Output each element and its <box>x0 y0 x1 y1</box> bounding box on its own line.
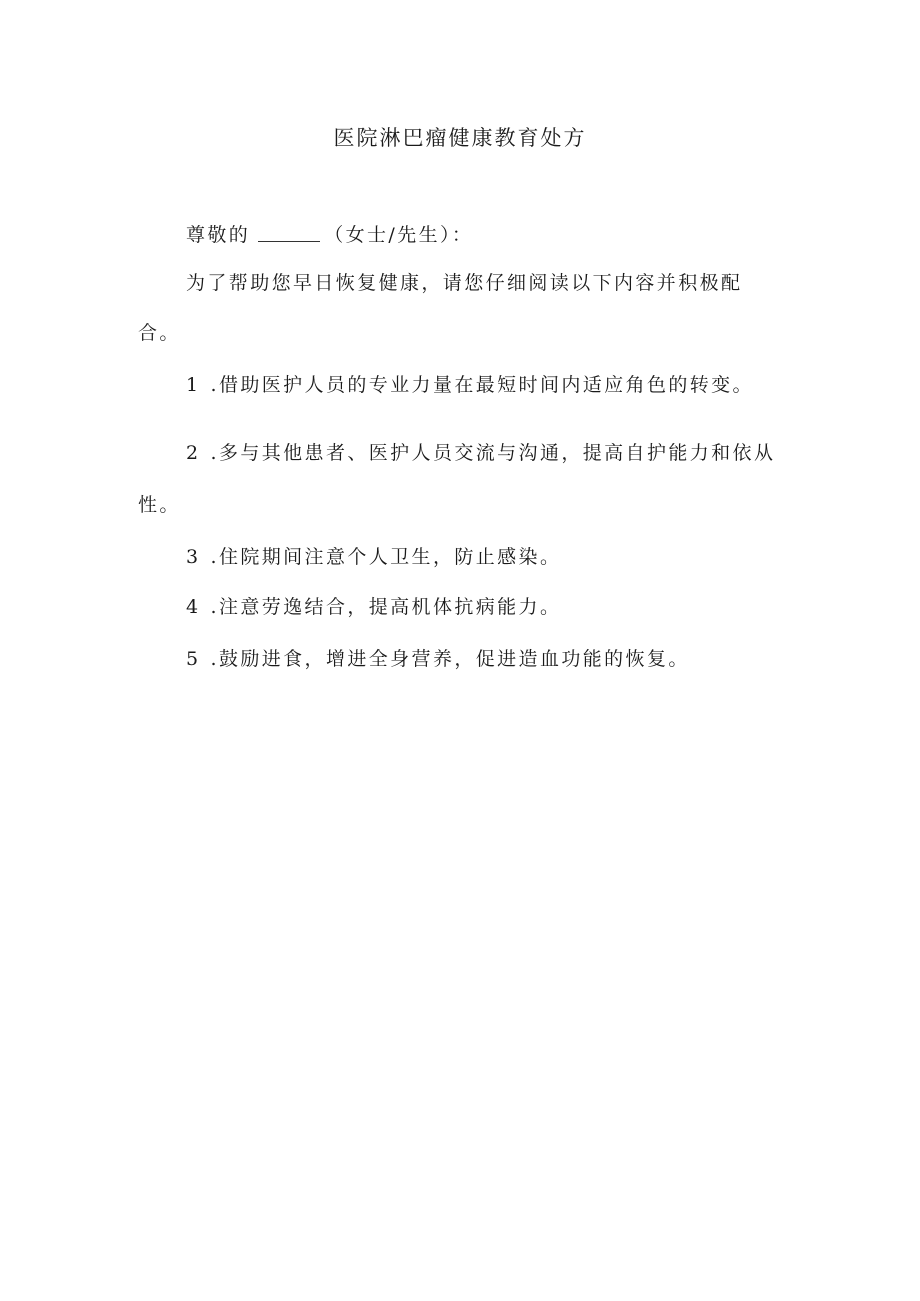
item-text: .鼓励进食，增进全身营养，促进造血功能的恢复。 <box>210 648 690 670</box>
item-text: .借助医护人员的专业力量在最短时间内适应角色的转变。 <box>210 374 754 396</box>
name-blank <box>258 240 320 242</box>
item-text: .多与其他患者、医护人员交流与沟通，提高自护能力和依从 <box>210 442 776 464</box>
item-number: 5 <box>186 648 201 670</box>
item-number: 3 <box>186 546 201 568</box>
intro-line-1: 为了帮助您早日恢复健康，请您仔细阅读以下内容并积极配 <box>186 272 743 294</box>
item-number: 2 <box>186 442 201 464</box>
list-item-3 <box>186 542 561 569</box>
intro-line-2: 合。 <box>138 322 181 344</box>
list-item-2-continuation: 性。 <box>138 494 181 516</box>
item-text: .注意劳逸结合，提高机体抗病能力。 <box>210 596 562 618</box>
item-number: 1 <box>186 374 201 396</box>
salutation-prefix: 尊敬的 <box>186 224 251 246</box>
list-item-4 <box>186 592 561 619</box>
list-item-2 <box>186 438 775 465</box>
item-number: 4 <box>186 596 201 618</box>
salutation-suffix: （女士/先生）： <box>324 224 474 246</box>
list-item-5 <box>186 644 690 671</box>
document-title: 医院淋巴瘤健康教育处方 <box>333 126 587 150</box>
salutation-line <box>186 220 473 247</box>
list-item-1 <box>186 370 754 397</box>
item-text: .住院期间注意个人卫生，防止感染。 <box>210 546 562 568</box>
